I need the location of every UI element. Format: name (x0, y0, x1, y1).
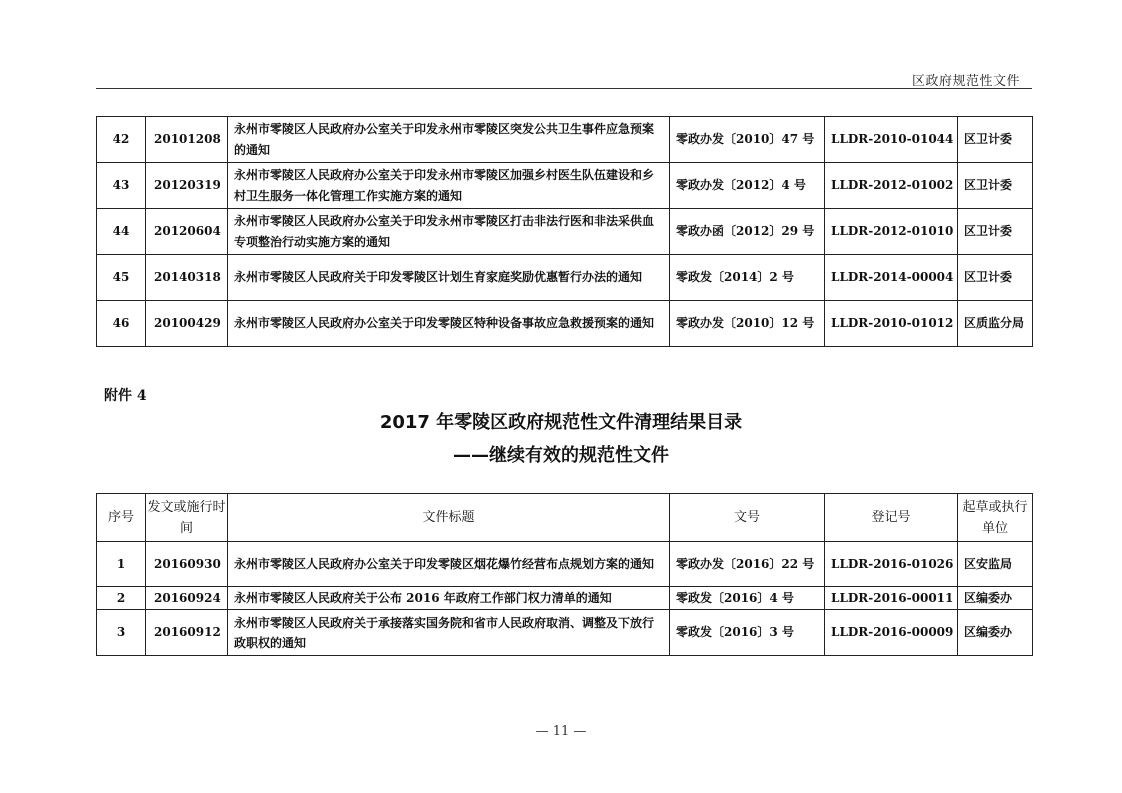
column-header-number: 序号 (97, 494, 146, 542)
row-unit: 区卫计委 (958, 117, 1033, 163)
attachment-label: 附件 4 (104, 388, 147, 404)
row-registration-number: LLDR-2010-01012 (825, 301, 958, 347)
row-date: 20160912 (146, 610, 228, 656)
table-row (97, 301, 1033, 347)
row-title: 永州市零陵区人民政府关于承接落实国务院和省市人民政府取消、调整及下放行政职权的通知 (228, 610, 670, 656)
row-title: 永州市零陵区人民政府关于印发零陵区计划生育家庭奖励优惠暂行办法的通知 (228, 255, 670, 301)
row-doc-number: 零政办发〔2010〕12 号 (670, 301, 825, 347)
row-number: 46 (97, 301, 146, 347)
row-number: 42 (97, 117, 146, 163)
row-registration-number: LLDR-2012-01002 (825, 163, 958, 209)
table-row (97, 610, 1033, 656)
documents-table-continued (96, 116, 1033, 347)
row-date: 20160930 (146, 542, 228, 587)
documents-table (96, 493, 1033, 656)
row-title: 永州市零陵区人民政府办公室关于印发永州市零陵区突发公共卫生事件应急预案的通知 (228, 117, 670, 163)
row-date: 20120604 (146, 209, 228, 255)
row-doc-number: 零政办发〔2012〕4 号 (670, 163, 825, 209)
row-number: 44 (97, 209, 146, 255)
row-number: 2 (97, 587, 146, 610)
row-registration-number: LLDR-2014-00004 (825, 255, 958, 301)
table-row (97, 163, 1033, 209)
column-header-unit: 起草或执行单位 (958, 494, 1033, 542)
row-number: 45 (97, 255, 146, 301)
row-doc-number: 零政发〔2016〕4 号 (670, 587, 825, 610)
row-date: 20140318 (146, 255, 228, 301)
row-date: 20160924 (146, 587, 228, 610)
row-title: 永州市零陵区人民政府关于公布 2016 年政府工作部门权力清单的通知 (228, 587, 670, 610)
table-row (97, 542, 1033, 587)
row-unit: 区质监分局 (958, 301, 1033, 347)
header-divider (96, 88, 1032, 89)
row-date: 20101208 (146, 117, 228, 163)
row-registration-number: LLDR-2016-00011 (825, 587, 958, 610)
row-unit: 区卫计委 (958, 209, 1033, 255)
row-title: 永州市零陵区人民政府办公室关于印发永州市零陵区打击非法行医和非法采供血专项整治行动实施方案的通知 (228, 209, 670, 255)
row-unit: 区卫计委 (958, 163, 1033, 209)
page-subtitle: ——继续有效的规范性文件 (453, 445, 669, 466)
row-unit: 区编委办 (958, 610, 1033, 656)
row-unit: 区安监局 (958, 542, 1033, 587)
row-unit: 区卫计委 (958, 255, 1033, 301)
page-number: — 11 — (535, 724, 587, 739)
column-header-doc-number: 文号 (670, 494, 825, 542)
row-registration-number: LLDR-2016-00009 (825, 610, 958, 656)
row-number: 1 (97, 542, 146, 587)
row-number: 43 (97, 163, 146, 209)
table-row (97, 255, 1033, 301)
row-doc-number: 零政发〔2016〕3 号 (670, 610, 825, 656)
row-registration-number: LLDR-2010-01044 (825, 117, 958, 163)
row-doc-number: 零政发〔2014〕2 号 (670, 255, 825, 301)
row-doc-number: 零政办发〔2016〕22 号 (670, 542, 825, 587)
row-unit: 区编委办 (958, 587, 1033, 610)
page-title: 2017 年零陵区政府规范性文件清理结果目录 (379, 412, 743, 433)
column-header-registration-number: 登记号 (825, 494, 958, 542)
row-title: 永州市零陵区人民政府办公室关于印发零陵区特种设备事故应急救援预案的通知 (228, 301, 670, 347)
row-registration-number: LLDR-2016-01026 (825, 542, 958, 587)
column-header-title: 文件标题 (228, 494, 670, 542)
row-registration-number: LLDR-2012-01010 (825, 209, 958, 255)
row-doc-number: 零政办发〔2010〕47 号 (670, 117, 825, 163)
running-header: 区政府规范性文件 (911, 74, 1020, 89)
row-title: 永州市零陵区人民政府办公室关于印发永州市零陵区加强乡村医生队伍建设和乡村卫生服务一体化管理工作实施方案的通知 (228, 163, 670, 209)
row-title: 永州市零陵区人民政府办公室关于印发零陵区烟花爆竹经营布点规划方案的通知 (228, 542, 670, 587)
row-doc-number: 零政办函〔2012〕29 号 (670, 209, 825, 255)
table-header-row (97, 494, 1033, 542)
row-date: 20100429 (146, 301, 228, 347)
table-row (97, 587, 1033, 610)
table-row (97, 209, 1033, 255)
row-date: 20120319 (146, 163, 228, 209)
table-row (97, 117, 1033, 163)
column-header-date: 发文或施行时间 (146, 494, 228, 542)
row-number: 3 (97, 610, 146, 656)
